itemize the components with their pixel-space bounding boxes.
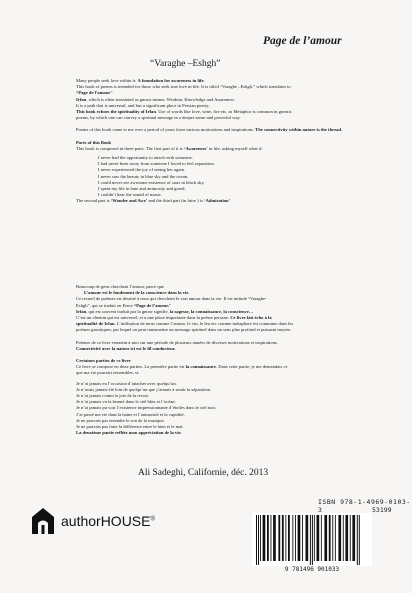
house-logo-icon [30,506,56,536]
english-verse: I had never been away from someone I loved to feel separation. [98,161,215,167]
english-section [76,78,376,205]
french-parts-heading: Certaines parties de ce livre [76,358,131,364]
barcode-bar [258,515,259,565]
book-subtitle: “Varaghe –Eshgh” [150,59,221,69]
barcode [252,513,372,566]
french-second-part: La deuxième partie reflète mon appréciation de la vie. [76,430,182,436]
barcode-bar [260,515,261,561]
french-verse: Je n’ai jamais pu voir l’existence impressionnante d’étoiles dans le ciel noir. [76,405,217,411]
english-verse: I could never see awesome existence of stars in black sky. [98,179,205,185]
barcode-bar [256,515,257,565]
barcode-bar [317,515,320,561]
barcode-bar [338,515,341,561]
author-signature: Ali Sadeghi, Californie, déc. 2013 [138,468,269,478]
publisher-logo [30,506,155,536]
french-parts-line: que ma vie pourrait ressembler, si: [76,370,140,376]
barcode-bar [263,515,266,561]
french-intro-line: Beaucoup de gens cherchent l’amour, parce que [76,284,164,289]
barcode-bar [267,515,269,561]
french-verse: Je n’avais jamais été loin de quelqu’un que j’aimais à sentir la séparation. [76,386,212,392]
french-verse: Je ne pouvais pas entendre le son de la musique. [76,417,165,423]
barcode-bar [335,515,336,561]
french-intro-bold: L’amour est le fondement de la conscience dans la vie. [84,290,190,296]
english-parts-intro: This book is composed in three parts. The first part of it is ‘Awareness’ in life, asking myself what if: [76,145,263,151]
french-spirit-line: poèmes gnostiques, par lequel on peut transmettre un message spirituel dans un sens plus profond et puissant moyen. [76,327,291,333]
barcode-bar [306,515,309,561]
french-verse: Je n’ai jamais connu la joie de la revoir. [76,393,150,399]
isbn-label: ISBN 978-1-4969-0103-3 [318,498,411,514]
english-intro-line: poems, by which one can convey a spiritual message in a deeper sense and powerful way. [76,115,241,121]
barcode-bar [314,515,315,561]
barcode-bar [295,515,296,561]
french-spirit-line: spiritualité de Irfan. L’utilisation de mots comme l’amour, le vin, le feu etc comme métaphore est commune dans les [76,321,294,327]
english-verse: I never had the opportunity to attach with someone. [98,155,193,161]
french-intro-line: Eshgh”, qui se traduit en Frace “Page de l’amour.” [76,302,172,308]
barcode-bar [312,515,313,565]
barcode-bar [359,515,360,565]
english-intro-line: This book echoes the spirituality of Irfan. Use of words like love, wine, fire etc. as Metaphor is common in gnostic [76,109,292,115]
english-parts-heading: Parts of this Book [76,139,112,145]
barcode-number: 9 781496 901033 [284,566,340,573]
barcode-bar [302,515,303,561]
barcode-bar [273,515,276,561]
barcode-bar [357,515,358,565]
barcode-bar [278,515,280,561]
barcode-bar [292,515,293,561]
english-verse: I spent my life in hate and animosity and greed. [98,186,186,192]
french-poems-bold: Connectivité avec la nature ici est le fil conducteur. [76,345,176,351]
barcode-bar [271,515,272,561]
english-second-part: The second part is ‘Wonder and Awe’ and the third part (in futre ) is ‘Admiration’ [76,198,231,204]
french-verse: Je ne pouvais pas faire la différence entre le bien et le mal. [76,424,184,430]
english-intro-line: It is a path that is universal, and has a significant place in Persian poetry. [76,102,210,108]
french-verse: Je n’ai jamais eu l’occasion d’attacher avec quelqu’un. [76,380,177,386]
barcode-bar [288,515,290,561]
barcode-bar [298,515,301,561]
barcode-bar [352,515,355,561]
publisher-name: authorHOUSE® [61,513,155,529]
french-intro-line: Ce recueil de poèmes est destiné à ceux qui cherchent le vrai amour dans la vie. Il est intitulé “Varaghe- [76,296,267,302]
page-title: Page de l’amour [263,35,342,47]
barcode-bar [324,515,327,561]
english-intro-line: Irfan, which is often translated as gnosis means: Wisdom, Knowledge and Awareness. [76,96,236,102]
barcode-bar [343,515,344,561]
barcode-bar [332,515,333,561]
french-path-line: C’est un chemin qui est universel, et a une place importante dans la poésie persane. Ce livre fait écho à la [76,315,272,321]
english-intro-line: Many people seek love within it: A foundation for awareness in life. [76,78,205,83]
english-poems-paragraph: Poems of this book came to me over a period of years from various motivations and inspirations. The connectivity within nature is the thread. [76,127,343,133]
french-irfan-line: Irfan, qui est souvent traduit par la gnose signifie, la sagesse, la connaissance, la conscience… [76,308,254,314]
barcode-bar [285,515,286,561]
english-verse: I never saw the beauty in blue sky and the ocean. [98,173,189,179]
barcode-bar [321,515,322,561]
english-intro-line: This book of poems is intended for those who seek true love in life. It is titled “Varaghe –Eshgh,” which translates to [76,84,291,90]
english-verse: I never experienced the joy of seeing her again. [98,167,186,173]
english-intro-line: “Page de l’amour” [76,90,113,96]
french-parts-line: Ce livre se compose en deux parties. La première partie est la connaissance. Dans cette partie, je me demandais ce [76,364,288,370]
isbn-price-code: 53199 [372,506,392,514]
barcode-bar [282,515,284,561]
english-verse: I couldn’t hear the sound of music. [98,192,163,198]
barcode-bar [310,515,311,565]
barcode-bar [345,515,348,561]
french-section [76,284,376,436]
barcode-bar [350,515,351,561]
barcode-bar [329,515,331,561]
french-verse: Je n’ai jamais vu la beauté dans le ciel bleu et l’océan. [76,399,176,405]
french-poems-line: Poèmes de ce livre venaient à moi sur une période de plusieurs années de diverses motivations et inspirations. [76,339,278,345]
french-verse: J’ai passé ma vie dans la haine et l’animosité et la cupidité. [76,411,185,417]
